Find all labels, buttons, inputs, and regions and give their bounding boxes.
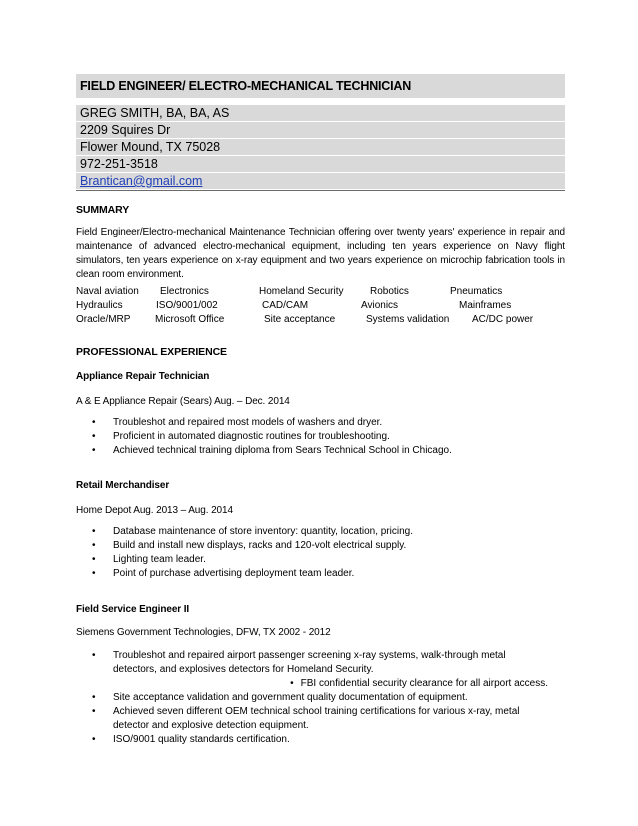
skill-item: Systems validation [366,314,450,325]
bullet-icon: • [92,706,96,717]
skill-item: Microsoft Office [155,314,225,325]
list-item [92,733,552,747]
bullet-icon: • [290,678,294,689]
bullet-text: Achieved technical training diploma from Sears Technical School in Chicago. [113,445,452,456]
job-employer-dates: A & E Appliance Repair (Sears) Aug. – Dec. 2014 [76,396,290,407]
bullet-text: Build and install new displays, racks and 120-volt electrical supply. [113,540,407,551]
address-line-1: 2209 Squires Dr [76,122,565,139]
bullet-text: FBI confidential security clearance for all airport access. [300,678,548,689]
job-title: Appliance Repair Technician [76,371,210,382]
skill-item: ISO/9001/002 [156,300,218,311]
list-item [92,677,552,691]
bullet-text: Achieved seven different OEM technical school training certifications for various x-ray, metal detector and explosive detection equipment. [113,706,520,731]
summary-paragraph: Field Engineer/Electro-mechanical Maintenance Technician offering over twenty years' experience in repair and maintenance of advanced electro-mechanical equipment, including ten years experience on Navy flight simulators, ten years experience on x-ray equipment and two years experience on microchip fabrication tools in clean room environment. [76,227,565,280]
bullet-icon: • [92,650,96,661]
bullet-text: Troubleshot and repaired most models of washers and dryer. [113,417,383,428]
list-item [92,691,552,705]
bullet-icon: • [92,554,96,565]
job-bullet-list [92,416,552,458]
skill-item: AC/DC power [472,314,534,325]
skill-item: Pneumatics [450,286,503,297]
bullet-icon: • [92,417,96,428]
bullet-icon: • [92,445,96,456]
resume-header [76,74,565,189]
candidate-name: GREG SMITH, BA, BA, AS [76,105,565,122]
skill-item: Oracle/MRP [76,314,131,325]
header-divider [76,190,565,191]
skills-row [76,299,565,313]
bullet-text: Site acceptance validation and government quality documentation of equipment. [113,692,468,703]
skill-item: Naval aviation [76,286,139,297]
skills-table [76,285,565,327]
bullet-text: Lighting team leader. [113,554,206,565]
header-spacer [76,98,565,105]
skill-item: Site acceptance [264,314,336,325]
job-employer-dates: Home Depot Aug. 2013 – Aug. 2014 [76,505,233,516]
bullet-text: ISO/9001 quality standards certification. [113,734,290,745]
bullet-text: Database maintenance of store inventory: quantity, location, pricing. [113,526,413,537]
summary-heading: SUMMARY [76,204,130,216]
job-title: Field Service Engineer II [76,604,190,615]
skill-item: Hydraulics [76,300,123,311]
list-item [92,649,552,677]
list-item [92,525,552,539]
list-item [92,416,552,430]
skill-item: Avionics [361,300,399,311]
bullet-icon: • [92,692,96,703]
bullet-icon: • [92,540,96,551]
skill-item: Robotics [370,286,409,297]
job-title: Retail Merchandiser [76,480,170,491]
bullet-text: Proficient in automated diagnostic routines for troubleshooting. [113,431,390,442]
skills-row [76,313,565,327]
resume-title: FIELD ENGINEER/ ELECTRO-MECHANICAL TECHNICIAN [80,79,412,93]
list-item [92,444,552,458]
phone-number: 972-251-3518 [76,156,565,173]
skill-item: Mainframes [459,300,512,311]
bullet-icon: • [92,526,96,537]
bullet-icon: • [92,568,96,579]
email-link[interactable]: Brantican@gmail.com [80,174,203,188]
skill-item: Electronics [160,286,209,297]
job-bullet-list [92,649,552,747]
email-line [76,173,565,189]
list-item [92,553,552,567]
experience-heading: PROFESSIONAL EXPERIENCE [76,346,227,358]
skill-item: CAD/CAM [262,300,309,311]
list-item [92,539,552,553]
job-employer-dates: Siemens Government Technologies, DFW, TX 2002 - 2012 [76,627,331,638]
bullet-icon: • [92,431,96,442]
bullet-text: Troubleshot and repaired airport passenger screening x-ray systems, walk-through metal detectors, and explosives detectors for Homeland Security. [113,650,506,675]
job-bullet-list [92,525,552,581]
bullet-icon: • [92,734,96,745]
bullet-text: Point of purchase advertising deployment team leader. [113,568,355,579]
address-line-2: Flower Mound, TX 75028 [76,139,565,156]
list-item [92,705,552,733]
list-item [92,567,552,581]
skills-row [76,285,565,299]
skill-item: Homeland Security [259,286,344,297]
list-item [92,430,552,444]
